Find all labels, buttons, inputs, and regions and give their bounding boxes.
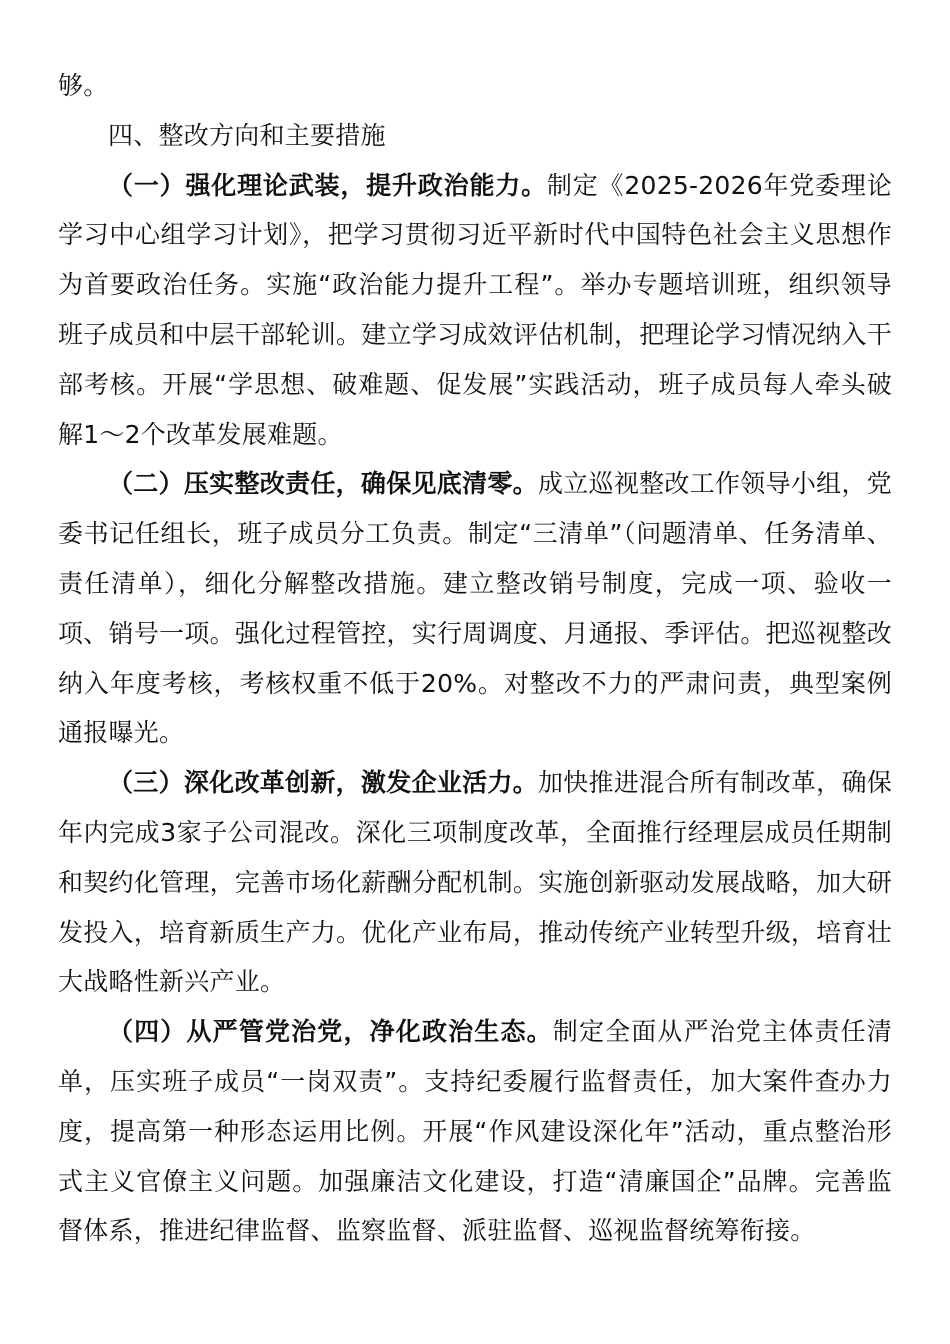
measure-paragraph-2 bbox=[58, 459, 892, 758]
continuation-text: 够。 bbox=[58, 71, 109, 100]
measure-title-1: （一）强化理论武装，提升政治能力。 bbox=[108, 170, 547, 200]
measure-title-4: （四）从严管党治党，净化政治生态。 bbox=[108, 1017, 553, 1047]
measure-paragraph-4 bbox=[58, 1007, 892, 1256]
section-heading: 四、整改方向和主要措施 bbox=[108, 120, 386, 150]
measure-body-4: 制定全面从严治党主体责任清单，压实班子成员“一岗双责”。支持纪委履行监督责任，加大案件查办力度，提高第一种形态运用比例。开展“作风建设深化年”活动，重点整治形式主义官僚主义问题。加强廉洁文化建设，打造“清廉国企”品牌。完善监督体系，推进纪律监督、监察监督、派驻监督、巡视监督统筹衔接。 bbox=[58, 1017, 892, 1246]
measure-title-3: （三）深化改革创新，激发企业活力。 bbox=[108, 768, 538, 798]
measure-body-1: 制定《2025-2026年党委理论学习中心组学习计划》，把学习贯彻习近平新时代中国特色社会主义思想作为首要政治任务。实施“政治能力提升工程”。举办专题培训班，组织领导班子成员和中层干部轮训。建立学习成效评估机制，把理论学习情况纳入干部考核。开展“学思想、破难题、促发展”实践活动，班子成员每人牵头破解1～2个改革发展难题。 bbox=[58, 170, 892, 449]
measure-paragraph-1 bbox=[58, 161, 892, 460]
measure-body-3: 加快推进混合所有制改革，确保年内完成3家子公司混改。深化三项制度改革，全面推行经理层成员任期制和契约化管理，完善市场化薪酬分配机制。实施创新驱动发展战略，加大研发投入，培育新质生产力。优化产业布局，推动传统产业转型升级，培育壮大战略性新兴产业。 bbox=[58, 768, 892, 997]
measure-title-2: （二）压实整改责任，确保见底清零。 bbox=[108, 469, 538, 499]
measure-paragraph-3 bbox=[58, 758, 892, 1007]
measure-body-2: 成立巡视整改工作领导小组，党委书记任组长，班子成员分工负责。制定“三清单”（问题清单、任务清单、责任清单），细化分解整改措施。建立整改销号制度，完成一项、验收一项、销号一项。强化过程管控，实行周调度、月通报、季评估。把巡视整改纳入年度考核，考核权重不低于20%。对整改不力的严肃问责，典型案例通报曝光。 bbox=[58, 469, 892, 748]
